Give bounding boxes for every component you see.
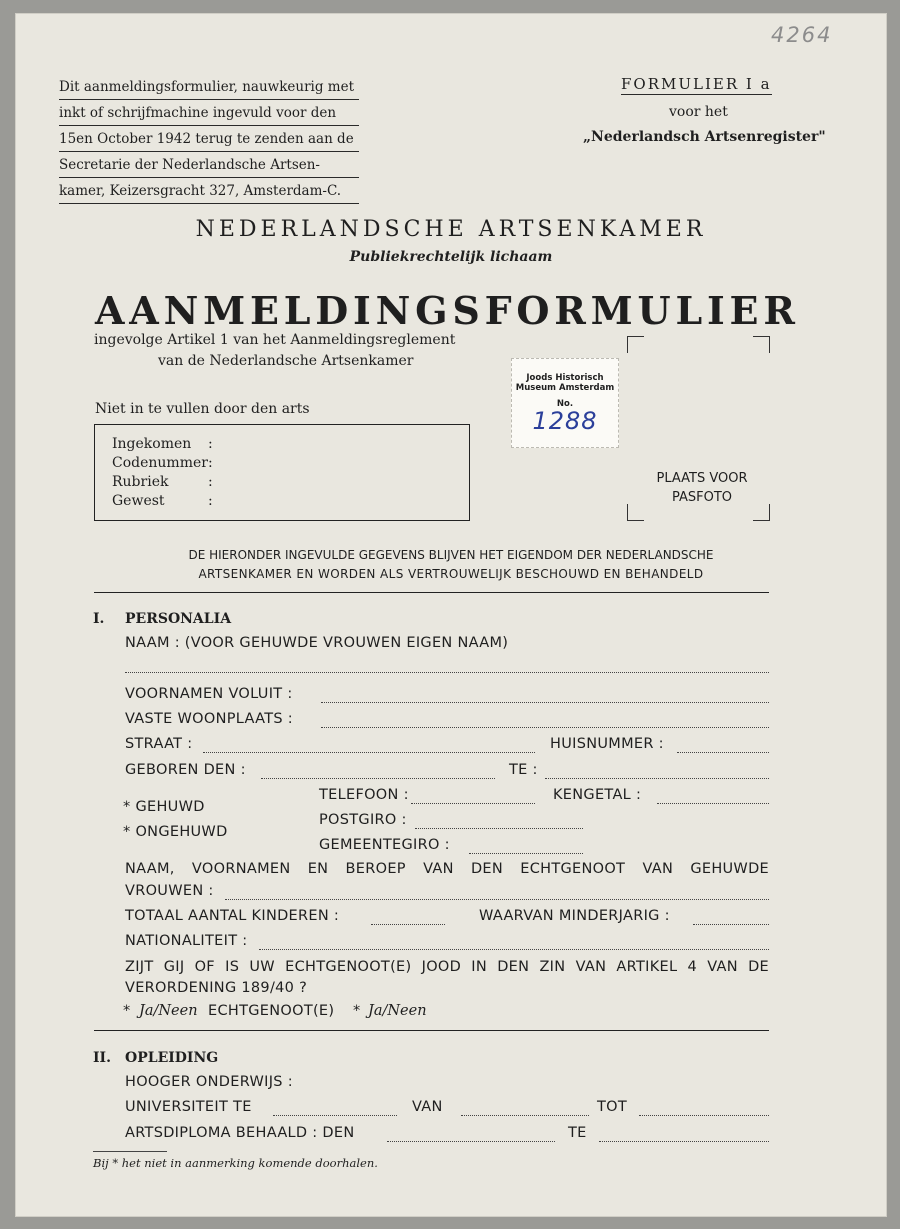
artsdiploma-te-label: TE (568, 1125, 587, 1141)
section-number: II. (93, 1050, 111, 1066)
geboren-label: GEBOREN DEN : (125, 762, 246, 778)
naam-label: NAAM : (VOOR GEHUWDE VROUWEN EIGEN NAAM) (125, 635, 509, 651)
postgiro-field[interactable] (415, 828, 583, 829)
kinderen-field[interactable] (371, 924, 445, 925)
photo-corner-mark (627, 336, 644, 353)
footnote-divider (93, 1151, 167, 1152)
straat-field[interactable] (203, 752, 535, 753)
telefoon-label: TELEFOON : (319, 787, 409, 803)
huisnummer-label: HUISNUMMER : (550, 736, 664, 752)
stamp-line: Museum Amsterdam (515, 383, 615, 393)
office-field-colon: : (208, 436, 213, 452)
ongehuwd-option[interactable]: * ONGEHUWD (123, 824, 228, 840)
notice-line: DE HIERONDER INGEVULDE GEGEVENS BLIJVEN HET EIGENDOM DER NEDERLANDSCHE (188, 548, 714, 562)
gemeentegiro-field[interactable] (469, 853, 583, 854)
woonplaats-field[interactable] (321, 727, 769, 728)
jood-question-cont: VERORDENING 189/40 ? (125, 980, 308, 996)
voornamen-field[interactable] (321, 702, 769, 703)
voor-het: voor het (669, 104, 728, 120)
echtgenoot-label: NAAM, VOORNAMEN EN BEROEP VAN DEN ECHTGENOOT VAN GEHUWDE (125, 861, 769, 877)
minderjarig-field[interactable] (693, 924, 769, 925)
ja-neen-star: * (123, 1003, 131, 1019)
gehuwd-option[interactable]: * GEHUWD (123, 799, 205, 815)
universiteit-field[interactable] (273, 1115, 397, 1116)
section-title: PERSONALIA (125, 611, 232, 627)
office-field-label: Ingekomen (112, 436, 192, 452)
kengetal-label: KENGETAL : (553, 787, 642, 803)
office-field-label: Codenummer (112, 455, 208, 471)
office-use-label: Niet in te vullen door den arts (95, 401, 310, 417)
geboren-date-field[interactable] (261, 778, 495, 779)
geboren-te-label: TE : (509, 762, 538, 778)
photo-placeholder-label: PLAATS VOOR PASFOTO (656, 471, 748, 505)
tot-label: TOT (597, 1099, 628, 1115)
form-title: AANMELDINGSFORMULIER (95, 288, 800, 333)
organisation-type: Publiekrechtelijk lichaam (349, 249, 553, 265)
huisnummer-field[interactable] (677, 752, 769, 753)
gemeentegiro-label: GEMEENTEGIRO : (319, 837, 450, 853)
postgiro-label: POSTGIRO : (319, 812, 407, 828)
museum-stamp (511, 358, 619, 448)
form-sheet (15, 13, 887, 1217)
form-subtitle: ingevolge Artikel 1 van het Aanmeldingsreglement (94, 332, 456, 348)
stamp-line: Joods Historisch (526, 373, 604, 383)
echtgenoot-label-cont: VROUWEN : (125, 883, 214, 899)
hooger-onderwijs-label: HOOGER ONDERWIJS : (125, 1074, 293, 1090)
intro-line: Secretarie der Nederlandsche Artsen- (59, 152, 359, 178)
intro-instructions (59, 74, 359, 204)
office-use-box (94, 424, 470, 521)
van-label: VAN (412, 1099, 443, 1115)
office-field-colon: : (208, 493, 213, 509)
kinderen-label: TOTAAL AANTAL KINDEREN : (125, 908, 340, 924)
jood-question: ZIJT GIJ OF IS UW ECHTGENOOT(E) JOOD IN DEN ZIN VAN ARTIKEL 4 VAN DE (125, 959, 769, 975)
artsdiploma-label: ARTSDIPLOMA BEHAALD : DEN (125, 1125, 355, 1141)
form-subtitle: van de Nederlandsche Artsenkamer (158, 353, 414, 369)
artsdiploma-plaats-field[interactable] (599, 1141, 769, 1142)
section-title: OPLEIDING (125, 1050, 219, 1066)
intro-line: Dit aanmeldingsformulier, nauwkeurig met (59, 74, 359, 100)
echtgenoot-field[interactable] (225, 899, 769, 900)
register-name: „Nederlandsch Artsenregister" (583, 129, 826, 145)
universiteit-label: UNIVERSITEIT TE (125, 1099, 252, 1115)
office-field-colon: : (208, 455, 213, 471)
stamp-no-label: No. (556, 399, 574, 409)
section-divider (94, 1030, 769, 1031)
photo-corner-mark (753, 336, 770, 353)
office-field-label: Gewest (112, 493, 165, 509)
archive-number-handwritten: 4264 (771, 23, 833, 47)
echtgenoote-label: ECHTGENOOT(E) (208, 1003, 335, 1019)
minderjarig-label: WAARVAN MINDERJARIG : (479, 908, 670, 924)
geboren-plaats-field[interactable] (545, 778, 769, 779)
straat-label: STRAAT : (125, 736, 193, 752)
office-field-colon: : (208, 474, 213, 490)
naam-field[interactable] (125, 672, 769, 673)
form-number: FORMULIER I a (621, 75, 772, 93)
artsdiploma-date-field[interactable] (387, 1141, 555, 1142)
voornamen-label: VOORNAMEN VOLUIT : (125, 686, 293, 702)
tot-field[interactable] (639, 1115, 769, 1116)
footnote: Bij * het niet in aanmerking komende doorhalen. (93, 1156, 378, 1170)
ja-neen-star: * (353, 1003, 361, 1019)
ja-neen-echtgenoot-option[interactable]: Ja/Neen (368, 1003, 427, 1019)
intro-line: 15en October 1942 terug te zenden aan de (59, 126, 359, 152)
intro-line: kamer, Keizersgracht 327, Amsterdam-C. (59, 178, 359, 204)
nationaliteit-field[interactable] (259, 949, 769, 950)
woonplaats-label: VASTE WOONPLAATS : (125, 711, 293, 727)
telefoon-field[interactable] (411, 803, 535, 804)
section-divider (94, 592, 769, 593)
intro-line: inkt of schrijfmachine ingevuld voor den (59, 100, 359, 126)
confidentiality-notice (15, 546, 887, 584)
office-field-label: Rubriek (112, 474, 169, 490)
van-field[interactable] (461, 1115, 589, 1116)
notice-line: ARTSENKAMER EN WORDEN ALS VERTROUWELIJK BESCHOUWD EN BEHANDELD (198, 567, 704, 581)
kengetal-field[interactable] (657, 803, 769, 804)
nationaliteit-label: NATIONALITEIT : (125, 933, 248, 949)
ja-neen-option[interactable]: Ja/Neen (139, 1003, 198, 1019)
stamp-number-handwritten: 1288 (532, 407, 598, 435)
section-number: I. (93, 611, 105, 627)
organisation-name: NEDERLANDSCHE ARTSENKAMER (195, 217, 707, 242)
